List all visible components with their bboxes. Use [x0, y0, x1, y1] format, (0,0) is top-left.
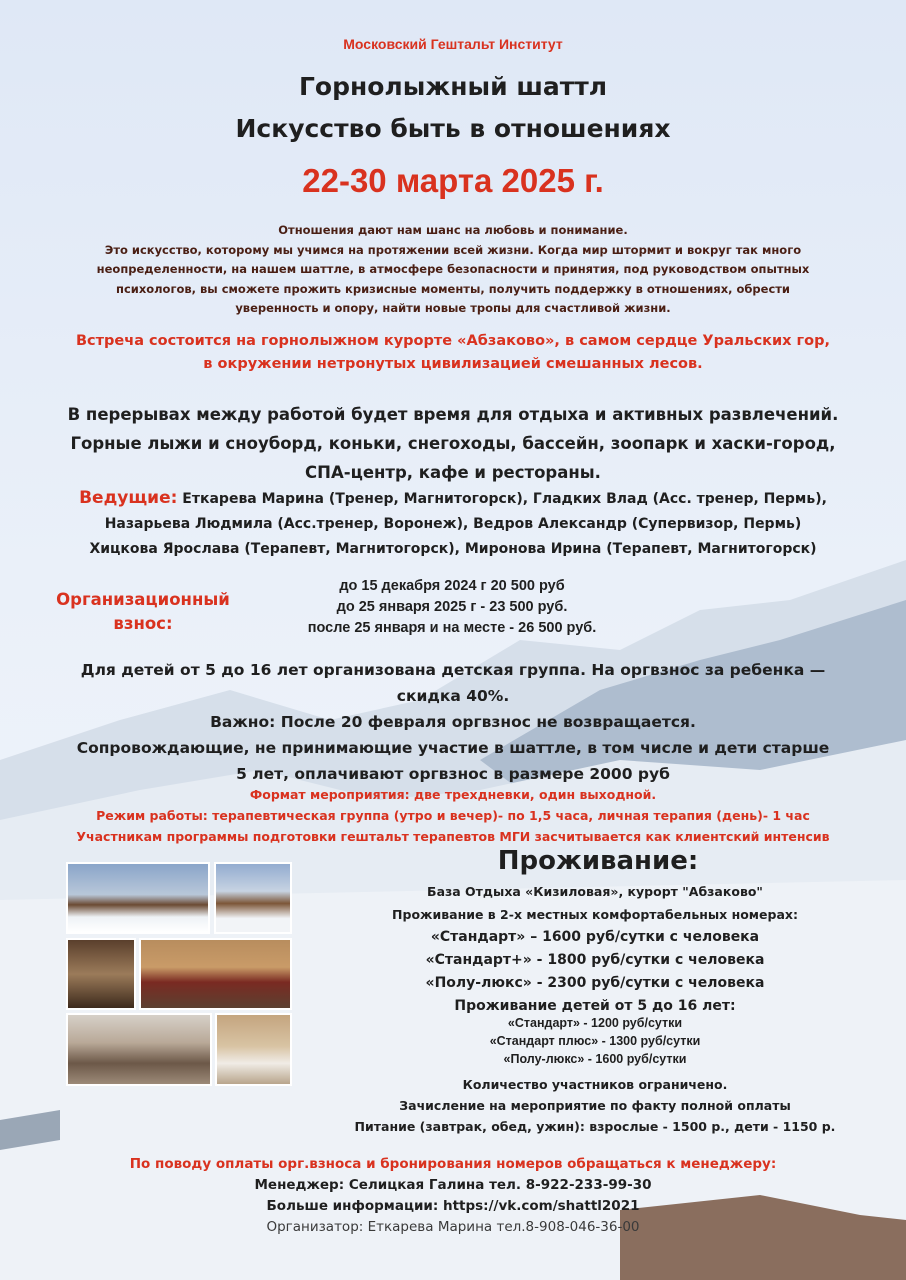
format-line: Участникам программы подготовки гештальт терапевтов МГИ засчитывается как клиентский интенсив: [76, 829, 830, 844]
photo-hall: [66, 938, 136, 1010]
organizer-contact: Организатор: Еткарева Марина тел.8-908-046-36-00: [266, 1219, 640, 1235]
accommodation-note: Зачисление на мероприятие по факту полной оплаты: [399, 1098, 791, 1113]
format-line: Режим работы: терапевтическая группа (утро и вечер)- по 1,5 часа, личная терапия (день)- 1 час: [96, 808, 810, 823]
intro-line: Это искусство, которому мы учимся на протяжении всей жизни. Когда мир штормит и вокруг так много: [104, 242, 802, 257]
accommodation-notes: [330, 1074, 860, 1137]
photo-lounge: [139, 938, 292, 1010]
kids-accommodation-title: Проживание детей от 5 до 16 лет:: [454, 998, 736, 1014]
children-line: скидка 40%.: [396, 687, 510, 705]
fee-label-line: Организационный: [56, 590, 230, 609]
intro-line: неопределенности, на нашем шаттле, в атмосфере безопасности и принятия, под руководством опытных: [96, 262, 810, 276]
room-price: «Полу-люкс» - 2300 руб/сутки с человека: [425, 975, 765, 991]
contact-note: По поводу оплаты орг.взноса и бронирования номеров обращаться к менеджеру:: [129, 1156, 777, 1172]
event-dates: 22-30 марта 2025 г.: [302, 162, 604, 199]
venue-line: Встреча состоится на горнолыжном курорте «Абзаково», в самом сердце Уральских гор,: [76, 333, 830, 349]
kids-price: «Стандарт плюс» - 1300 руб/сутки: [489, 1034, 701, 1048]
venue-line: в окружении нетронутых цивилизацией смешанных лесов.: [203, 356, 703, 372]
accommodation-line: Проживание в 2-х местных комфортабельных номерах:: [392, 907, 798, 922]
room-price: «Стандарт+» - 1800 руб/сутки с человека: [425, 952, 765, 968]
venue-paragraph: [20, 330, 886, 376]
room-price: «Стандарт» – 1600 руб/сутки с человека: [430, 929, 760, 945]
intro-paragraph: [45, 221, 861, 319]
accommodation-line: База Отдыха «Кизиловая», курорт "Абзаково": [427, 884, 763, 899]
accommodation-note: Питание (завтрак, обед, ужин): взрослые - 1500 р., дети - 1150 р.: [354, 1119, 836, 1134]
kids-price: «Стандарт» - 1200 руб/сутки: [507, 1016, 683, 1030]
children-line: Для детей от 5 до 16 лет организована детская группа. На оргвзнос за ребенка —: [80, 661, 826, 679]
photo-bedroom: [215, 1013, 292, 1086]
manager-contact: Менеджер: Селицкая Галина тел. 8-922-233-99-30: [254, 1177, 652, 1193]
fee-price: до 25 января 2025 г - 23 500 руб.: [336, 599, 568, 615]
hosts-line: Хицкова Ярослава (Терапевт, Магнитогорск), Миронова Ирина (Терапевт, Магнитогорск): [89, 541, 817, 557]
intro-line: Отношения дают нам шанс на любовь и понимание.: [278, 223, 628, 237]
photo-playground: [214, 862, 292, 934]
hosts-label: Ведущие:: [79, 488, 178, 508]
hosts-section: [20, 486, 886, 562]
more-info-link[interactable]: Больше информации: https://vk.com/shattl2021: [266, 1198, 640, 1214]
children-line: Важно: После 20 февраля оргвзнос не возвращается.: [210, 713, 696, 731]
accommodation-title: Проживание:: [497, 846, 699, 876]
fee-label: [38, 588, 248, 636]
accommodation-note: Количество участников ограничено.: [462, 1077, 728, 1092]
leisure-line: СПА-центр, кафе и рестораны.: [305, 463, 601, 482]
kids-prices: [430, 1014, 760, 1068]
kids-price: «Полу-люкс» - 1600 руб/сутки: [503, 1052, 687, 1066]
fee-label-line: взнос:: [113, 614, 173, 633]
fee-prices: [252, 576, 652, 639]
page-title: Горнолыжный шаттл: [298, 72, 608, 101]
photo-cottages: [66, 862, 210, 934]
photo-dining: [66, 1013, 212, 1086]
contact-section: [20, 1154, 886, 1238]
accommodation-photos: [66, 862, 292, 1086]
intro-line: психологов, вы сможете прожить кризисные моменты, получить поддержку в отношениях, обрести: [116, 281, 790, 296]
children-section: [30, 657, 876, 787]
leisure-line: Горные лыжи и сноуборд, коньки, снегоходы, бассейн, зоопарк и хаски-город,: [70, 434, 836, 453]
leisure-line: В перерывах между работой будет время для отдыха и активных развлечений.: [67, 405, 839, 424]
fee-price: после 25 января и на месте - 26 500 руб.: [307, 620, 597, 636]
leisure-paragraph: [20, 400, 886, 487]
children-line: 5 лет, оплачивают оргвзнос в размере 2000 руб: [236, 765, 670, 783]
accommodation-details: [330, 880, 860, 1018]
intro-line: уверенность и опору, найти новые тропы для счастливой жизни.: [235, 301, 671, 315]
fee-price: до 15 декабря 2024 г 20 500 руб: [339, 578, 565, 594]
hosts-line: Назарьева Людмила (Асс.тренер, Воронеж), Ведров Александр (Супервизор, Пермь): [104, 516, 802, 532]
page-subtitle: Искусство быть в отношениях: [235, 114, 671, 143]
format-line: Формат мероприятия: две трехдневки, один выходной.: [249, 787, 657, 802]
format-section: [20, 784, 886, 847]
institute-name: Московский Гештальт Институт: [343, 36, 563, 52]
children-line: Сопровождающие, не принимающие участие в шаттле, в том числе и дети старше: [76, 739, 830, 757]
hosts-line: Еткарева Марина (Тренер, Магнитогорск), Гладких Влад (Асс. тренер, Пермь),: [182, 491, 827, 507]
